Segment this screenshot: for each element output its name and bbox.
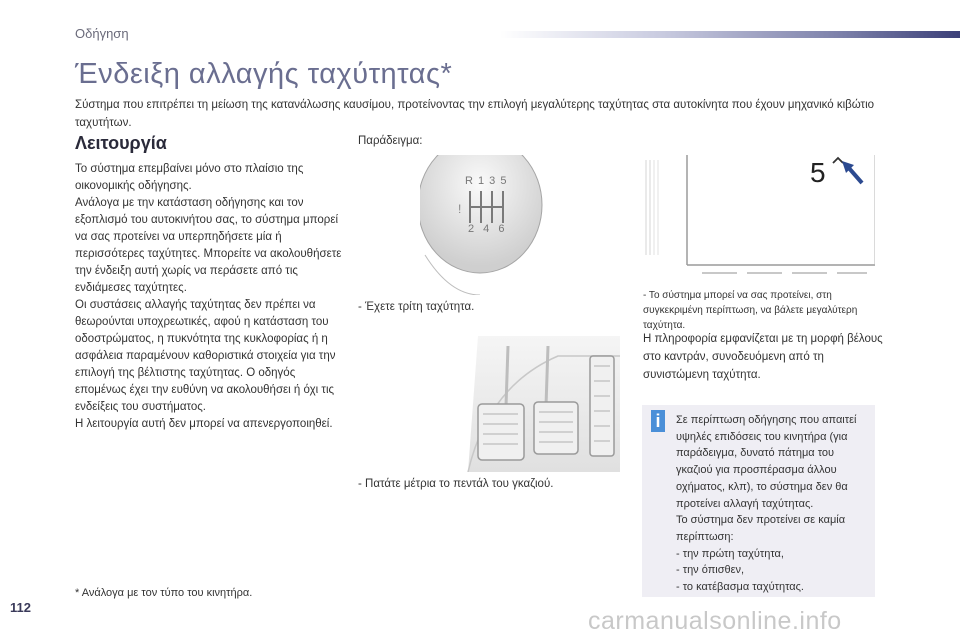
operation-heading: Λειτουργία [75, 133, 167, 153]
display-caption: - Το σύστημα μπορεί να σας προτείνει, στη συγκεκριμένη περίπτωση, να βάλετε μεγαλύτερη ταχύτητα. [643, 290, 858, 331]
page-number: 112 [10, 600, 31, 615]
list-item: - το κατέβασμα ταχύτητας. [676, 581, 804, 594]
gear-knob-illustration [420, 155, 620, 295]
step-caption: - Έχετε τρίτη ταχύτητα. [358, 301, 475, 313]
gear-pattern-top: R 1 3 5 [465, 175, 508, 187]
operation-paragraph: Οι συστάσεις αλλαγής ταχύτητας δεν πρέπει να θεωρούνται υποχρεωτικές, αφού η κατάσταση του οδοστρώματος, η πυκνότητα της κυκλοφορίας ή η ασφάλεια παραμένουν καθοριστικά στοιχεία για την επιλογή της βέλτιστης ταχύτητας. Ο οδηγός επομένως έχει την ευθύνη να ακολουθήσει ή όχι τις ενδείξεις του συστήματος. [75, 299, 336, 413]
svg-text:!: ! [458, 202, 462, 216]
section-label: Οδήγηση [75, 26, 129, 41]
info-paragraph: Σε περίπτωση οδήγησης που απαιτεί υψηλές επιδόσεις του κινητήρα (για παράδειγμα, δυνατό πάτημα του γκαζιού για προσπέρασμα άλλου οχήματος, κλπ), το σύστημα δεν θα προτείνει αλλαγή ταχύτητας. [676, 414, 857, 510]
example-label: Παράδειγμα: [358, 135, 423, 147]
footnote: * Ανάλογα με τον τύπο του κινητήρα. [75, 587, 253, 599]
display-gear-number: 5 [810, 157, 826, 188]
info-box-content [676, 412, 871, 596]
operation-paragraph: Η λειτουργία αυτή δεν μπορεί να απενεργοποιηθεί. [75, 418, 333, 430]
operation-text [75, 161, 343, 433]
intro-text: Σύστημα που επιτρέπει τη μείωση της κατανάλωσης καυσίμου, προτείνοντας την επιλογή μεγαλύτερης ταχύτητας στα αυτοκίνητα που έχουν μηχανικό κιβώτιο ταχυτήτων. [75, 99, 875, 129]
display-info-text: Η πληροφορία εμφανίζεται με τη μορφή βέλους στο καντράν, συνοδευόμενη από τη συνιστώμενη ταχύτητα. [643, 333, 883, 381]
page-title: Ένδειξη αλλαγής ταχύτητας* [75, 58, 453, 90]
operation-paragraph: Ανάλογα με την κατάσταση οδήγησης και τον εξοπλισμό του αυτοκινήτου σας, το σύστημα μπορεί να σας προτείνει να υπερπηδήσετε μία ή περισσότερες ταχύτητες. Μπορείτε να ακολουθήσετε την ένδειξη αυτή χωρίς να περάσετε από τις ενδιάμεσες ταχύτητες. [75, 197, 342, 294]
gear-pattern-bottom: 2 4 6 [468, 223, 508, 235]
pedals-illustration [358, 326, 620, 472]
list-item: - την όπισθεν, [676, 564, 745, 577]
info-paragraph: Το σύστημα δεν προτείνει σε καμία περίπτωση: [676, 514, 846, 543]
dashboard-display-illustration [642, 155, 875, 280]
step-caption: - Πατάτε μέτρια το πεντάλ του γκαζιού. [358, 478, 554, 490]
arrow-up-icon [838, 165, 848, 175]
header-bar [500, 31, 960, 38]
info-icon: i [651, 410, 665, 432]
watermark: carmanualsonline.info [588, 607, 842, 635]
list-item: - την πρώτη ταχύτητα, [676, 547, 784, 560]
operation-paragraph: Το σύστημα επεμβαίνει μόνο στο πλαίσιο της οικονομικής οδήγησης. [75, 163, 304, 192]
